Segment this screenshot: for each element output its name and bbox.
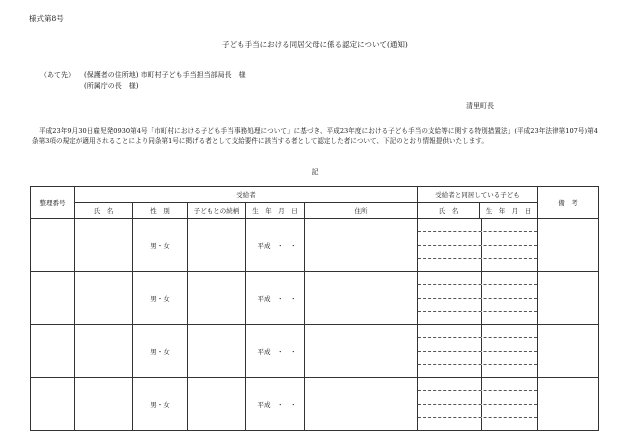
child-birth-cell[interactable] [482, 352, 537, 364]
child-name-cell[interactable] [418, 312, 482, 324]
child-birth-cell[interactable] [482, 299, 537, 311]
child-subrow [418, 337, 537, 350]
form-number: 様式第8号 [29, 14, 64, 23]
header-children: 受給者と同居している子ども [418, 187, 538, 203]
remarks-cell[interactable] [538, 378, 599, 431]
ki-heading: 記 [311, 168, 319, 176]
children-cell [418, 378, 538, 431]
col-name: 氏 名 [75, 203, 133, 219]
child-birth-cell[interactable] [482, 378, 537, 390]
child-name-cell[interactable] [418, 219, 482, 231]
birth-cell[interactable] [246, 325, 305, 378]
era-date: 平成 ・ ・ [257, 347, 297, 356]
name-cell[interactable] [75, 378, 133, 431]
address-cell[interactable] [305, 272, 418, 325]
birth-cell[interactable] [246, 272, 305, 325]
era-date: 平成 ・ ・ [257, 400, 297, 409]
child-name-cell[interactable] [418, 325, 482, 337]
sex-cell[interactable]: 男・女 [133, 378, 188, 431]
child-subrow [418, 245, 537, 258]
addressee-line-1: (保護者の住所地) 市町村子ども手当担当部局長 様 [84, 71, 246, 79]
child-name-cell[interactable] [418, 246, 482, 258]
birth-cell[interactable] [246, 378, 305, 431]
header-recipient: 受給者 [75, 187, 418, 203]
child-subrow [418, 231, 537, 244]
col-address: 住所 [305, 203, 418, 219]
col-relation: 子どもとの続柄 [188, 203, 246, 219]
table-row [31, 272, 599, 325]
col-sex: 性 別 [133, 203, 188, 219]
col-birth: 生 年 月 日 [246, 203, 305, 219]
address-cell[interactable] [305, 325, 418, 378]
sex-cell[interactable]: 男・女 [133, 272, 188, 325]
child-subrow [418, 404, 537, 417]
child-subrow [418, 325, 537, 337]
header-row-1 [31, 187, 599, 203]
child-name-cell[interactable] [418, 232, 482, 244]
child-name-cell[interactable] [418, 391, 482, 403]
child-name-cell[interactable] [418, 299, 482, 311]
child-birth-cell[interactable] [482, 259, 537, 271]
child-subrow [418, 272, 537, 284]
addressee-prefix: （あて先） [40, 71, 75, 79]
child-subrow [418, 219, 537, 231]
name-cell[interactable] [75, 272, 133, 325]
child-subrow [418, 298, 537, 311]
child-subrow [418, 390, 537, 403]
table-row [31, 219, 599, 272]
sex-cell[interactable]: 男・女 [133, 325, 188, 378]
child-birth-cell[interactable] [482, 391, 537, 403]
remarks-cell[interactable] [538, 219, 599, 272]
address-cell[interactable] [305, 219, 418, 272]
child-subrow [418, 258, 537, 271]
remarks-cell[interactable] [538, 325, 599, 378]
child-name-cell[interactable] [418, 365, 482, 377]
number-cell[interactable] [31, 325, 75, 378]
name-cell[interactable] [75, 325, 133, 378]
addressee-line-2: (所属庁の長 様) [84, 82, 139, 90]
recipient-table [30, 186, 599, 431]
number-cell[interactable] [31, 219, 75, 272]
child-subrow [418, 417, 537, 430]
child-birth-cell[interactable] [482, 418, 537, 430]
child-subrow [418, 364, 537, 377]
child-name-cell[interactable] [418, 259, 482, 271]
child-name-cell[interactable] [418, 418, 482, 430]
child-birth-cell[interactable] [482, 246, 537, 258]
relation-cell[interactable] [188, 272, 246, 325]
child-birth-cell[interactable] [482, 285, 537, 297]
birth-cell[interactable] [246, 219, 305, 272]
child-birth-cell[interactable] [482, 325, 537, 337]
child-birth-cell[interactable] [482, 365, 537, 377]
remarks-cell[interactable] [538, 272, 599, 325]
address-cell[interactable] [305, 378, 418, 431]
header-remarks: 備 考 [538, 187, 599, 219]
child-birth-cell[interactable] [482, 338, 537, 350]
child-birth-cell[interactable] [482, 219, 537, 231]
child-subrow [418, 311, 537, 324]
table-row [31, 378, 599, 431]
child-birth-cell[interactable] [482, 312, 537, 324]
child-name-cell[interactable] [418, 378, 482, 390]
name-cell[interactable] [75, 219, 133, 272]
children-cell [418, 219, 538, 272]
child-subrow [418, 351, 537, 364]
child-name-cell[interactable] [418, 405, 482, 417]
col-child-name: 氏 名 [418, 203, 480, 219]
number-cell[interactable] [31, 272, 75, 325]
children-cell [418, 325, 538, 378]
child-name-cell[interactable] [418, 285, 482, 297]
sex-cell[interactable]: 男・女 [133, 219, 188, 272]
col-child-birth: 生 年 月 日 [480, 203, 538, 219]
child-birth-cell[interactable] [482, 405, 537, 417]
child-name-cell[interactable] [418, 272, 482, 284]
child-birth-cell[interactable] [482, 232, 537, 244]
era-date: 平成 ・ ・ [257, 294, 297, 303]
number-cell[interactable] [31, 378, 75, 431]
child-name-cell[interactable] [418, 352, 482, 364]
child-birth-cell[interactable] [482, 272, 537, 284]
child-subrow [418, 378, 537, 390]
body-paragraph: 平成23年9月30日雇児発0930第4号「市町村における子ども手当事務処理について」に基づき、平成23年度における子ども手当の支給等に関する特別措置法」(平成23年法律第107号)第4条第3項の規定が適用されることにより同条第1号に掲げる者として支給要件に該当する者として認定した者について、下記のとおり情報提供いたします。 [32, 127, 598, 145]
relation-cell[interactable] [188, 219, 246, 272]
header-row-2 [31, 203, 599, 219]
relation-cell[interactable] [188, 378, 246, 431]
document-title: 子ども手当における同居父母に係る認定について(通知) [222, 40, 408, 49]
child-subrow [418, 284, 537, 297]
issuer-name: 清里町長 [466, 102, 494, 110]
children-cell [418, 272, 538, 325]
relation-cell[interactable] [188, 325, 246, 378]
table-row [31, 325, 599, 378]
era-date: 平成 ・ ・ [257, 241, 297, 250]
child-name-cell[interactable] [418, 338, 482, 350]
header-number: 整理番号 [31, 187, 75, 219]
